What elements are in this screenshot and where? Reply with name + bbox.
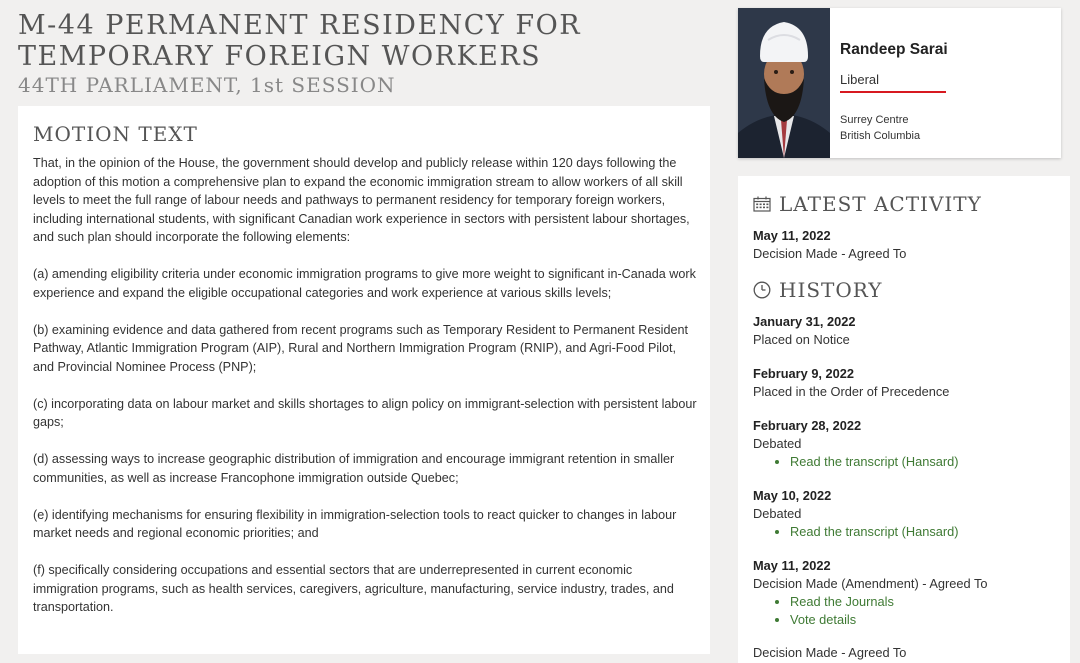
history-link-item [790, 593, 1058, 611]
history-entry-status: Decision Made - Agreed To [753, 645, 907, 660]
member-photo[interactable] [738, 8, 830, 158]
history-entry-date: February 28, 2022 [753, 418, 862, 433]
history-entry [753, 557, 1058, 629]
motion-paragraph-c: (c) incorporating data on labour market and skills shortages to align policy on immigrant-selection with persistent labour gaps; [33, 396, 697, 429]
latest-activity-date: May 11, 2022 [753, 228, 831, 243]
clock-icon [753, 281, 771, 299]
page-subtitle: 44TH PARLIAMENT, 1st SESSION [18, 73, 396, 97]
history-entry-links [753, 593, 1058, 629]
motion-text-card [18, 106, 710, 654]
member-riding: Surrey Centre [840, 114, 909, 126]
history-entry-status: Placed on Notice [753, 332, 850, 347]
member-card[interactable] [738, 8, 1061, 158]
history-entry-status: Placed in the Order of Precedence [753, 384, 950, 399]
motion-paragraph-a: (a) amending eligibility criteria under economic immigration programs to give more weight to significant in-Canada work experience and expand the eligible occupational categories and work experience at various skills levels; [33, 267, 696, 300]
history-entry-links [753, 523, 1058, 541]
motion-paragraph-preamble: That, in the opinion of the House, the government should develop and publicly release within 120 days following the adoption of this motion a comprehensive plan to expand the economic immigration stream to allow workers of all skill levels to meet the full range of labour needs and pathways to permanent residency for temporary foreign workers, including international students, with significant Canadian work experience in sectors with persistent labour shortages, and such plan should incorporate the following elements: [33, 156, 690, 244]
history-heading [753, 278, 882, 302]
motion-paragraph-d: (d) assessing ways to increase geographic distribution of immigration and encourage immigrant retention in smaller communities, as well as increase Francophone immigration outside Quebec; [33, 452, 675, 485]
history-entry [753, 417, 1058, 471]
hansard-transcript-link[interactable]: Read the transcript (Hansard) [790, 454, 959, 469]
member-name[interactable]: Randeep Sarai [840, 41, 948, 58]
journals-link[interactable]: Read the Journals [790, 594, 894, 609]
history-entry [753, 487, 1058, 541]
member-constituency [840, 112, 920, 144]
history-entry [753, 313, 1058, 349]
activity-card [738, 176, 1070, 663]
vote-details-link[interactable]: Vote details [790, 612, 857, 627]
page-header [18, 10, 718, 97]
latest-activity-heading-label: LATEST ACTIVITY [779, 192, 982, 216]
page-title: M-44 PERMANENT RESIDENCY FOR TEMPORARY FOREIGN WORKERS [18, 10, 582, 72]
history-entry-status: Debated [753, 506, 802, 521]
history-heading-label: HISTORY [779, 278, 883, 302]
latest-activity-heading [753, 192, 982, 216]
history-entry-date: February 9, 2022 [753, 366, 855, 381]
history-entry-date: January 31, 2022 [753, 314, 856, 329]
history-link-item [790, 611, 1058, 629]
member-province: British Columbia [840, 130, 921, 142]
hansard-transcript-link[interactable]: Read the transcript (Hansard) [790, 524, 959, 539]
latest-activity-status: Decision Made - Agreed To [753, 246, 907, 261]
history-entry-links [753, 453, 1058, 471]
history-entry [753, 365, 1058, 401]
history-entry-date: May 10, 2022 [753, 488, 832, 503]
motion-text-body [33, 154, 698, 635]
latest-activity-entry [753, 227, 1058, 263]
history-entry-status: Decision Made (Amendment) - Agreed To [753, 576, 988, 591]
motion-paragraph-f: (f) specifically considering occupations and essential sectors that are underrepresented in current economic immigration programs, such as health services, caregivers, agriculture, manufacturing, service industry, trades, and transportation. [33, 563, 674, 614]
history-link-item [790, 523, 1058, 541]
history-entry-status: Debated [753, 436, 802, 451]
calendar-icon [753, 196, 771, 212]
history-link-item [790, 453, 1058, 471]
motion-paragraph-b: (b) examining evidence and data gathered from recent programs such as Temporary Resident to Permanent Resident Pathway, Atlantic Immigration Program (AIP), Rural and Northern Immigration Program (RNIP), and Agri-Food Pilot, and Provincial Nominee Process (PNP); [33, 322, 688, 374]
history-entry [753, 644, 1058, 662]
member-party: Liberal [840, 72, 946, 93]
history-entry-date: May 11, 2022 [753, 558, 831, 573]
motion-text-heading: MOTION TEXT [33, 122, 198, 146]
motion-paragraph-e: (e) identifying mechanisms for ensuring flexibility in immigration-selection tools to react quicker to changes in labour market needs and regional economic priorities; and [33, 507, 677, 540]
